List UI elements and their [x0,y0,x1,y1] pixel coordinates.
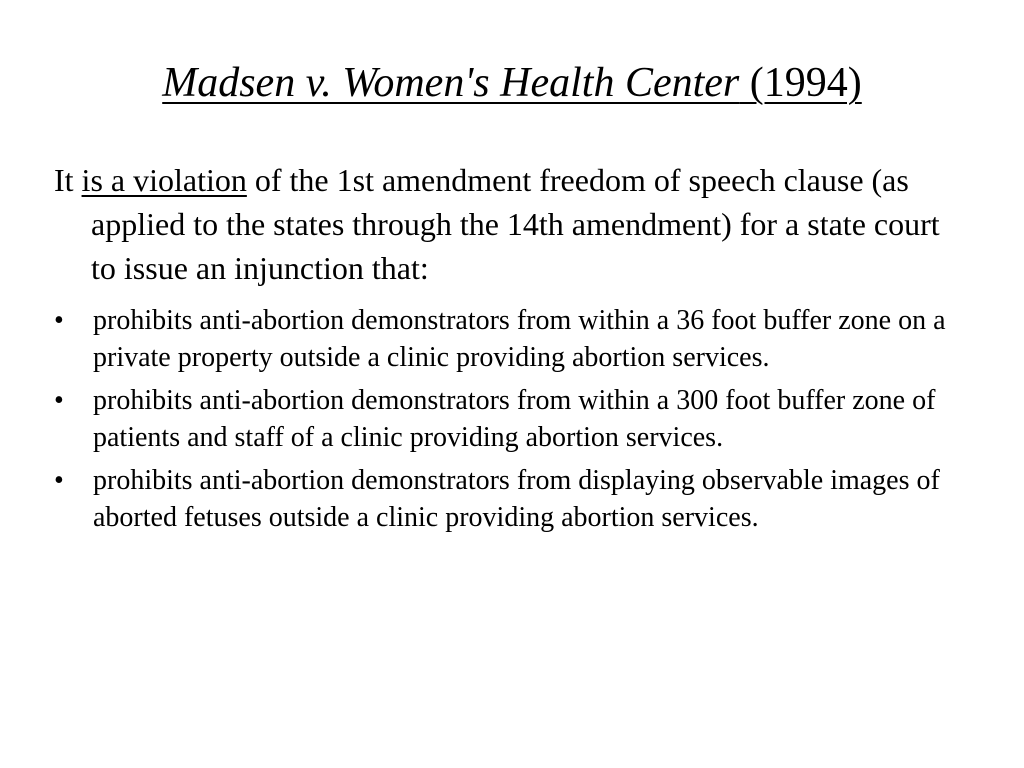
bullet-icon: • [54,305,64,336]
case-name: Madsen v. Women's Health Center [162,60,740,106]
bullet-icon: • [54,465,64,496]
bullet-item [54,302,969,376]
bullet-text: prohibits anti-abortion demonstrators from displaying observable images of aborted fetuses outside a clinic providing abortion services. [93,465,940,533]
bullet-text: prohibits anti-abortion demonstrators from within a 300 foot buffer zone of patients and staff of a clinic providing abortion services. [93,385,936,453]
intro-emphasis: is a violation [81,162,247,198]
bullet-list [54,302,969,536]
intro-rest: of the 1st amendment freedom of speech clause (as applied to the states through the 14th amendment) for a state court to issue an injunction that: [91,162,940,286]
slide-body [54,158,969,542]
bullet-text: prohibits anti-abortion demonstrators from within a 36 foot buffer zone on a private property outside a clinic providing abortion services. [93,305,946,373]
slide-title [0,54,1024,112]
case-year: (1994) [739,60,862,106]
intro-paragraph [54,158,969,290]
intro-lead: It [54,162,82,198]
bullet-item [54,462,969,536]
bullet-item [54,382,969,456]
bullet-icon: • [54,385,64,416]
